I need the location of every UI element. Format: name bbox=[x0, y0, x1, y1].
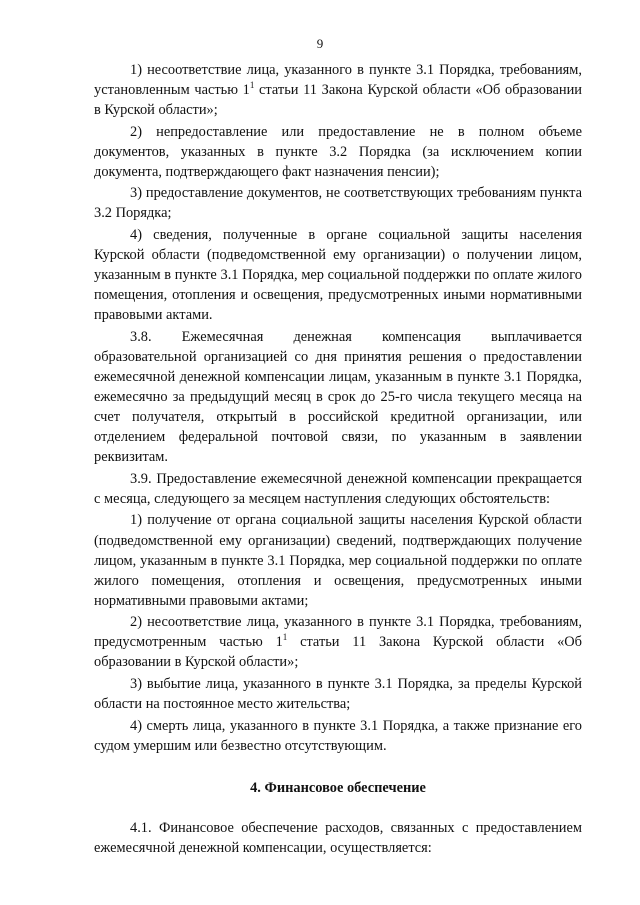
paragraph-4-1: 4.1. Финансовое обеспечение расходов, связанных с предоставлением ежемесячной денежной компенсации, осуществляется: bbox=[94, 819, 582, 856]
section-heading: 4. Финансовое обеспечение bbox=[250, 779, 426, 796]
paragraph-3-9-item-4: 4) смерть лица, указанного в пункте 3.1 Порядка, а также признание его судом умершим или безвестно отсутствующим. bbox=[94, 717, 582, 754]
paragraph-mismatch-requirements-1: 1) несоответствие лица, указанного в пункте 3.1 Порядка, требованиям, установленным частью $1^1$ статьи 11 Закона Курской области «Об образовании в Курской области»; bbox=[94, 62, 582, 119]
paragraph-3-9-item-1: 1) получение от органа социальной защиты населения Курской области (подведомственной ему организации) сведений, подтверждающих получение лицом, указанным в пункте 3.1 Порядка, мер социальной поддержки по оплате жилого помещения, отопления и освещения, предусмотренных иными нормативными правовыми актами; bbox=[94, 512, 582, 609]
document-body bbox=[94, 60, 582, 859]
paragraph-3-8: 3.8. Ежемесячная денежная компенсация выплачивается образовательной организацией со дня принятия решения о предоставлении ежемесячной денежной компенсации лицам, указанным в пункте 3.1 Порядка, ежемесячно за предыдущий месяц в срок до 25-го числа текущего месяца на счет получателя, открытый в российской кредитной организации, или отделением федеральной почтовой связи, по указанным в заявлении реквизитам. bbox=[94, 328, 582, 466]
paragraph-3-9: 3.9. Предоставление ежемесячной денежной компенсации прекращается с месяца, следующего за месяцем наступления следующих обстоятельств: bbox=[94, 470, 582, 507]
paragraph-nonsubmission: 2) непредоставление или предоставление не в полном объеме документов, указанных в пункте 3.2 Порядка (за исключением копии документа, подтверждающего факт назначения пенсии); bbox=[94, 123, 582, 180]
paragraph-social-protection-info: 4) сведения, полученные в органе социальной защиты населения Курской области (подведомственной ему организации) о получении лицом, указанным в пункте 3.1 Порядка, мер социальной поддержки по оплате жилого помещения, отопления и освещения, предусмотренных иными нормативными правовыми актами. bbox=[94, 226, 582, 324]
paragraph-nonconforming-documents: 3) предоставление документов, не соответствующих требованиям пункта 3.2 Порядка; bbox=[94, 185, 582, 222]
paragraph-3-9-item-2: 2) несоответствие лица, указанного в пункте 3.1 Порядка, требованиям, предусмотренным частью $1^1$ статьи 11 Закона Курской области «Об образовании в Курской области»; bbox=[94, 614, 582, 671]
page-number: 9 bbox=[316, 36, 324, 51]
paragraph-3-9-item-3: 3) выбытие лица, указанного в пункте 3.1 Порядка, за пределы Курской области на постоянное место жительства; bbox=[94, 675, 582, 713]
